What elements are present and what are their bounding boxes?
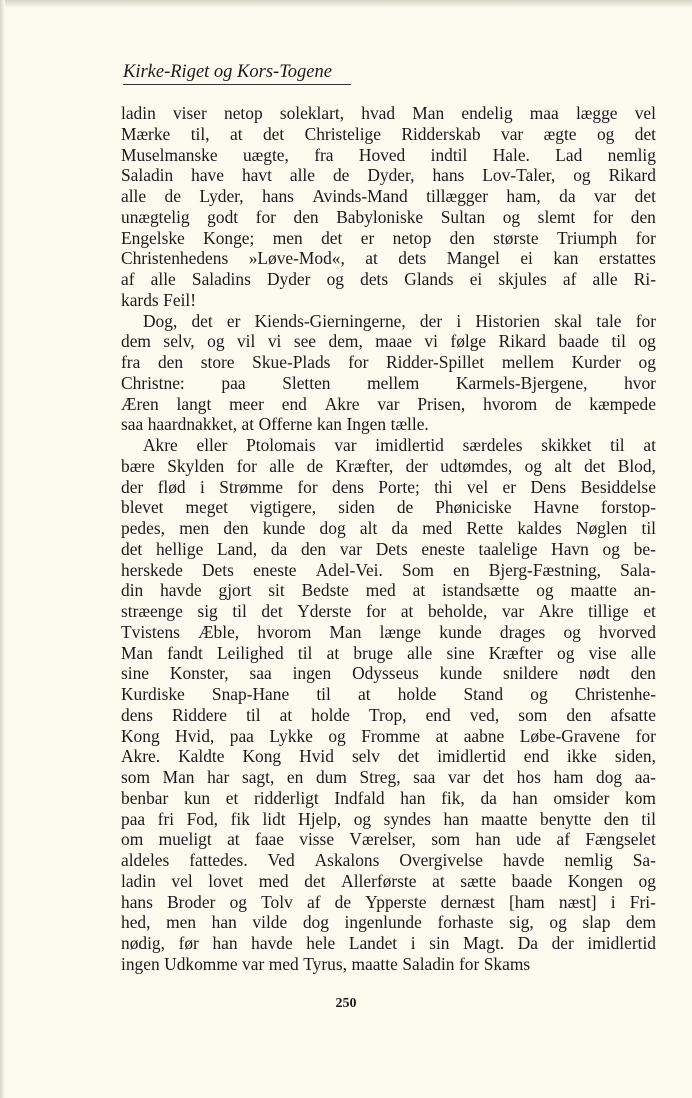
text-line: ladin vel lovet med det Allerførste at sætte baade Kongen og [121, 870, 656, 891]
text-line: ingen Udkomme var med Tyrus, maatte Saladin for Skams [121, 953, 531, 974]
text-line: blevet meget vigtigere, siden de Phøniciske Havne forstop- [121, 497, 656, 518]
text-line: aldeles fattedes. Ved Askalons Overgivelse havde nemlig Sa- [121, 850, 656, 870]
page-edge [0, 0, 692, 8]
text-line: Kurdiske Snap-Hane til at holde Stand og Christenhe- [121, 684, 656, 704]
body-text [121, 103, 656, 975]
text-line: der flød i Strømme for dens Porte; thi vel er Dens Besiddelse [121, 476, 656, 497]
text-line: saa haardnakket, at Offerne kan Ingen tælle. [121, 414, 429, 435]
text-line: sine Konster, saa ingen Odysseus kunde snildere nødt den [121, 663, 656, 684]
text-line: Mærke til, at det Christelige Ridderskab var ægte og det [121, 123, 656, 144]
text-line: dens Riddere til at holde Trop, end ved, som den afsatte [121, 704, 656, 725]
text-line: Christne: paa Sletten mellem Karmels-Bjergene, hvor [121, 372, 656, 393]
text-line: ladin viser netop soleklart, hvad Man endelig maa lægge vel [121, 103, 656, 123]
paragraph [121, 435, 656, 975]
text-line: stræenge sig til det Yderste for at beholde, var Akre tillige et [121, 601, 656, 621]
text-line: bære Skylden for alle de Kræfter, der udtømdes, og alt det Blod, [121, 455, 656, 476]
text-line: unægtelig godt for den Babyloniske Sultan og slemt for den [121, 206, 656, 227]
text-line: paa fri Fod, fik lidt Hjelp, og syndes han maatte benytte den til [121, 808, 656, 829]
text-line: Engelske Konge; men det er netop den største Triumph for [121, 227, 656, 248]
text-line: nødig, før han havde hele Landet i sin Magt. Da der imidlertid [121, 933, 656, 953]
text-line: hed, men han vilde dog ingenlunde forhaste sig, og slap dem [121, 912, 656, 933]
text-line: pedes, men den kunde dog alt da med Rette kaldes Nøglen til [121, 518, 656, 538]
page-edge-left [0, 0, 5, 1098]
text-line: som Man har sagt, en dum Streg, saa var det hos ham dog aa- [121, 767, 656, 787]
text-line: herskede Dets eneste Adel-Vei. Som en Bjerg-Fæstning, Sala- [121, 559, 656, 580]
text-line: Akre eller Ptolomais var imidlertid særdeles skikket til at [143, 435, 656, 455]
page-number: 250 [335, 996, 357, 1011]
text-line: Dog, det er Kiends-Gierningerne, der i Historien skal tale for [143, 310, 656, 331]
text-line: Christenhedens »Løve-Mod«, at dets Mangel ei kan erstattes [121, 248, 656, 269]
text-line: Muselmanske uægte, fra Hoved indtil Hale. Lad nemlig [121, 144, 656, 165]
text-line: dem selv, og vil vi see dem, maae vi følge Rikard baade til og [121, 331, 656, 352]
text-line: kards Feil! [121, 289, 197, 310]
text-line: Man fandt Leilighed til at bruge alle sine Kræfter og vise alle [121, 642, 656, 663]
text-line: alle de Lyder, hans Avinds-Mand tillægger ham, da var det [121, 186, 656, 206]
text-line: fra den store Skue-Plads for Ridder-Spillet mellem Kurder og [121, 352, 656, 372]
text-line: Æren langt meer end Akre var Prisen, hvorom de kæmpede [121, 393, 656, 414]
paragraph [121, 311, 656, 436]
running-head: Kirke-Riget og Kors-Togene [123, 62, 351, 85]
text-line: Saladin have havt alle de Dyder, hans Lov-Taler, og Rikard [121, 165, 656, 186]
text-line: hans Broder og Tolv af de Ypperste dernæst [ham næst] i Fri- [121, 891, 656, 912]
text-line: af alle Saladins Dyder og dets Glands ei skjules af alle Ri- [121, 269, 656, 289]
paragraph [121, 103, 656, 311]
text-line: benbar kun et ridderligt Indfald han fik, da han omsider kom [121, 787, 656, 808]
text-line: om mueligt at faae visse Værelser, som han ude af Fængselet [121, 829, 656, 850]
text-line: din havde gjort sit Bedste med at istandsætte og maatte an- [121, 580, 656, 601]
text-line: Kong Hvid, paa Lykke og Fromme at aabne Løbe-Gravene for [121, 725, 656, 746]
text-line: Tvistens Æble, hvorom Man længe kunde drages og hvorved [121, 621, 656, 642]
text-line: det hellige Land, da den var Dets eneste taalelige Havn og be- [121, 538, 656, 559]
text-line: Akre. Kaldte Kong Hvid selv det imidlertid end ikke siden, [121, 746, 656, 767]
